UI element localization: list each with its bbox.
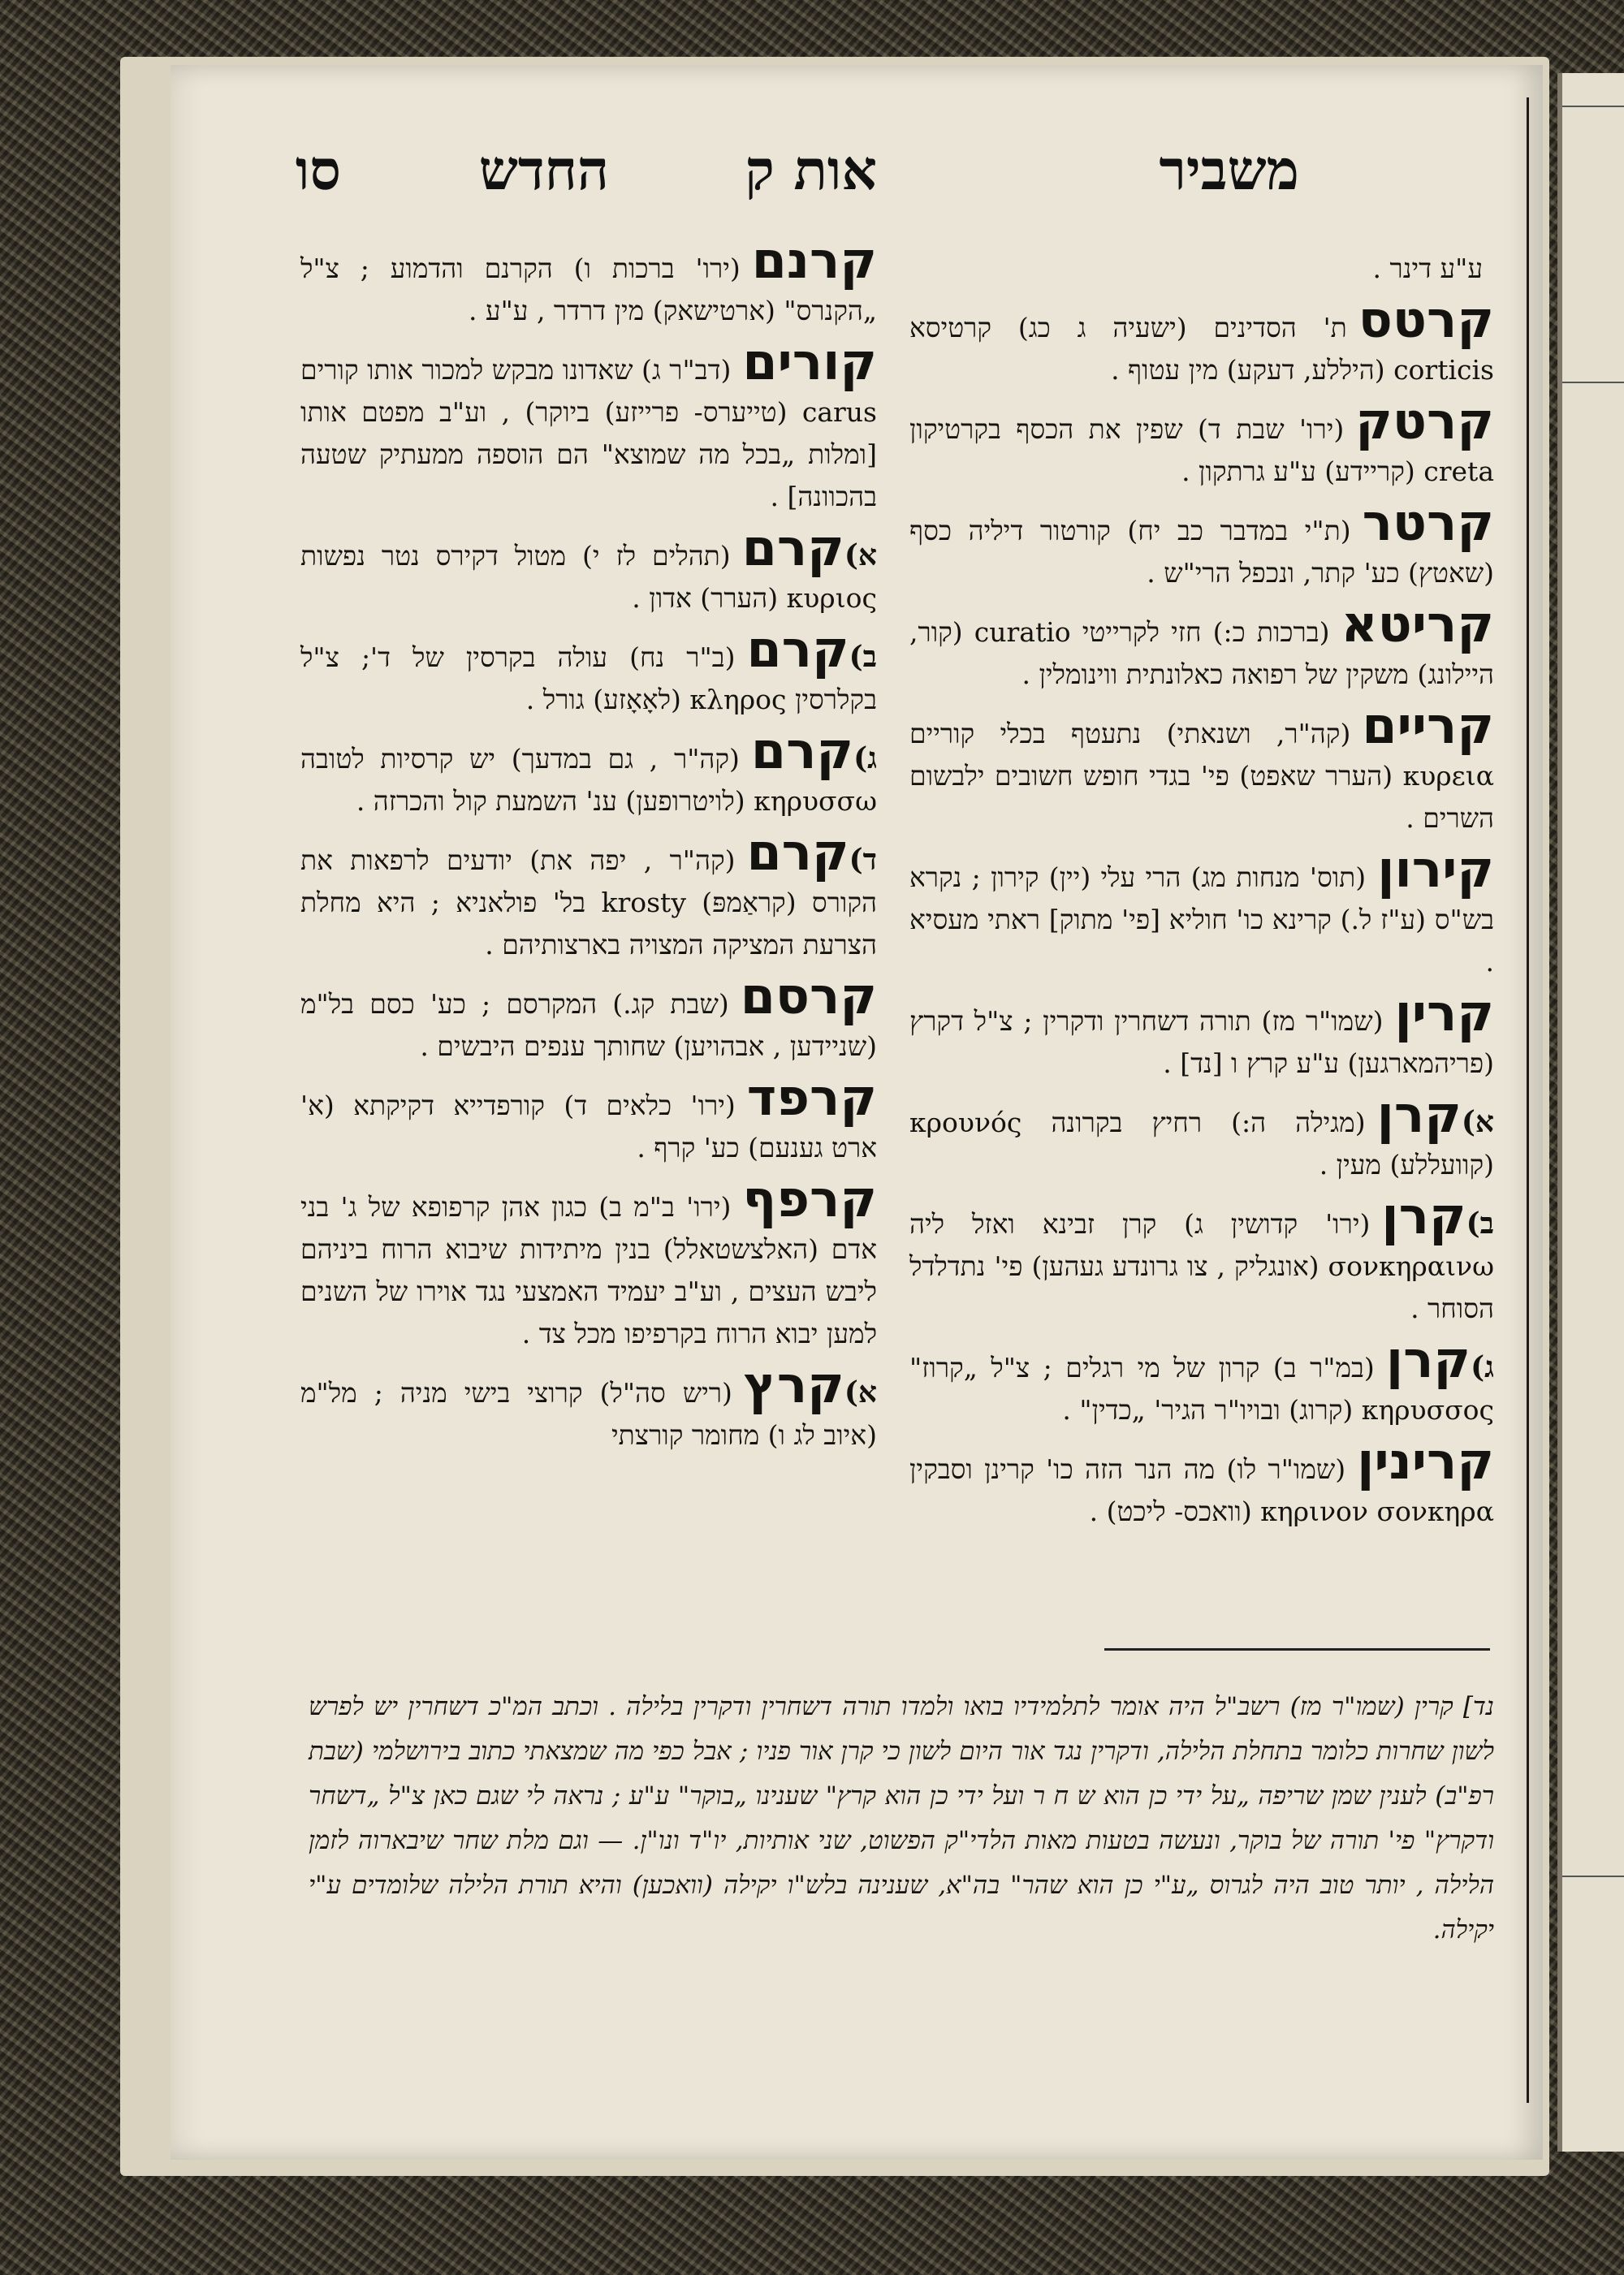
dictionary-entry [300, 518, 877, 619]
dictionary-entry [909, 1186, 1494, 1330]
entry-headword: קרם [741, 518, 844, 577]
dictionary-entry [909, 594, 1494, 696]
entry-definition: ת' הסדינים (ישעיה ג כג) קרטיסא corticis (היללע, דעקע) מין עטוף . [909, 312, 1494, 386]
entry-headword: קרפף [742, 1169, 877, 1228]
entry-definition: (ברכות כ:) חזי לקרייטי curatio (קור, היילונג) משקין של רפואה כאלונתית ווינומלין . [909, 616, 1494, 690]
entry-headword: קרם [746, 619, 849, 679]
entry-definition: (מגילה ה:) רחיץ בקרונה κρουνός (קוועללע) מעין . [909, 1107, 1494, 1181]
dictionary-entry [909, 983, 1494, 1085]
entry-definition: ע"ע דינר . [1372, 253, 1483, 284]
entry-definition: (ירו' שבת ד) שפין את הכסף בקרטיקון creta (קריידע) ע"ע גרתקון . [909, 413, 1494, 487]
dictionary-entry [300, 1068, 877, 1169]
dictionary-entry [909, 391, 1494, 493]
entry-definition: (קה"ר , יפה את) יודעים לרפאות את הקורס (קראַמפּ) krosty בל' פולאניא ; היא מחלת הצרעת המציקה המצויה בארצותיהם . [300, 844, 877, 961]
entry-definition: (קה"ר , גם במדעך) יש קרסיות לטובה κηρυσσω (לויטרופען) ענ' השמעת קול והכרזה . [300, 743, 877, 817]
left-column [300, 231, 877, 1461]
entry-definition: (קה"ר, ושנאתי) נתעטף בכלי קוריים κυρεια (הערר שאפט) פי' בגדי חופש חשובים ילבשום השרים . [909, 718, 1494, 834]
entry-headword: קרן [1385, 1330, 1471, 1389]
entry-headword: קירון [1377, 840, 1494, 899]
head-title-left: החדש [478, 138, 609, 203]
page-gutter-line [1527, 97, 1529, 2103]
dictionary-entry [909, 696, 1494, 840]
entry-number: ג) [1471, 1350, 1494, 1384]
entry-number: א) [1461, 1105, 1494, 1139]
entry-headword: קרן [1376, 1085, 1462, 1144]
entry-headword: קרטר [1362, 493, 1494, 552]
dictionary-entry [300, 332, 877, 518]
dictionary-entry [300, 231, 877, 332]
entry-headword: קרינין [1357, 1431, 1494, 1491]
entry-definition: (תהלים לז י) מטול דקירס נטר נפשות κυριος (הערר) אדון . [300, 540, 877, 614]
dictionary-entry [300, 619, 877, 721]
head-title-mid: אות ק [745, 138, 877, 203]
entry-headword: קרין [1394, 983, 1494, 1043]
facing-page-edge [1557, 73, 1624, 2152]
entry-definition: (ריש סה"ל) קרוצי בישי מניה ; מל"מ (איוב לג ו) מחומר קורצתי [300, 1377, 877, 1451]
entry-definition: (שמו"ר מז) תורה דשחרין ודקרין ; צ"ל דקרץ (פריהמארגען) ע"ע קרץ ו [נד] . [909, 1005, 1494, 1079]
right-column [909, 235, 1494, 1538]
entry-headword: קרפד [746, 1068, 877, 1127]
page-number: סו [295, 138, 341, 203]
entry-definition: (ירו' קדושין ג) קרן זבינא ואזל ליה σονκηραινω (אונגליק , צו גרונדע געהען) פי' נתדלדל הסוחר . [909, 1208, 1494, 1324]
dictionary-entry [909, 1330, 1494, 1431]
dictionary-entry [300, 721, 877, 822]
entry-definition: (במ"ר ב) קרון של מי רגלים ; צ"ל „קרוז" κηρυσσος (קרוג) ובויו"ר הגיר' „כדין" . [909, 1352, 1494, 1426]
entry-definition: (ב"ר נח) עולה בקרסין של ד'; צ"ל בקלרסין κληρος (לאָאָזע) גורל . [300, 641, 877, 715]
entry-definition: (ירו' ב"מ ב) כגון אהן קרפופא של ג' בני אדם (האלצשטאלל) בנין מיתידות שיבוא הרוח ביניהם ליבש העצים , וע"ב יעמיד האמצעי נגד אוירו של השנים למען יבוא הרוח בקרפיפו מכל צד . [300, 1191, 877, 1349]
dictionary-entry [909, 235, 1494, 290]
entry-headword: קרץ [743, 1355, 844, 1414]
dictionary-entry [909, 493, 1494, 594]
entry-definition: (ירו' ברכות ו) הקרנם והדמוע ; צ"ל „הקנרס" (ארטישאק) מין דרדר , ע"ע . [300, 253, 877, 326]
dictionary-entry [909, 1431, 1494, 1533]
dictionary-entry [909, 840, 1494, 983]
entry-definition: (תוס' מנחות מג) הרי עלי (יין) קירון ; נקרא בש"ס (ע"ז ל.) קרינא כו' חוליא [פי' מתוק] ראתי מעסיא . [909, 861, 1494, 978]
entry-headword: קרם [746, 822, 849, 882]
entry-headword: קרן [1381, 1186, 1466, 1245]
running-head [268, 138, 1299, 227]
entry-number: ב) [849, 640, 877, 674]
entry-number: א) [844, 1375, 877, 1409]
entry-number: ד) [849, 843, 877, 877]
entry-number: א) [844, 538, 877, 572]
footnote-rule [1104, 1648, 1490, 1651]
entry-number: ב) [1466, 1207, 1494, 1241]
dictionary-entry [909, 1085, 1494, 1186]
dictionary-entry [300, 966, 877, 1068]
entry-headword: קרם [750, 721, 854, 780]
entry-headword: קריטא [1341, 594, 1494, 654]
entry-headword: קרטס [1358, 290, 1494, 349]
entry-definition: (דב"ר ג) שאדונו מבקש למכור אותו קורים carus (טייערס- פרייזע) ביוקר) , וע"ב מפטם אותו [ומלות „בכל מה שמוצא" הם הוספה ממעתיק שטעה בהכוונה] . [300, 354, 877, 512]
dictionary-entry [909, 290, 1494, 391]
head-title-right: משביר [1159, 138, 1299, 203]
dictionary-entry [300, 1355, 877, 1457]
entry-headword: קריים [1362, 696, 1494, 755]
footnote: נד] קרין (שמו"ר מז) רשב"ל היה אומר לתלמידיו בואו ולמדו תורה דשחרין ודקרין בלילה . וכתב המ"כ דשחרין יש לפרש לשון שחרות כלומר בתחלת הלילה, ודקרין נגד אור היום לשון כי קרן אור פניו ; אבל כפי מה שמצאתי כתוב בירושלמי (שבת רפ"ב) לענין שמן שריפה „על ידי כן הוא ש ח ר ועל ידי כן הוא קרץ" שענינו „בוקר" ע"ע ; נראה לי שגם כאן צ"ל „דשחר ודקרץ" פי' תורה של בוקר, ונעשה בטעות מאות הלדי"ק הפשוט, שני אותיות, יו"ד ונו"ן. — וגם מלת שחר שיבארוה לזמן הלילה , יותר טוב היה לגרוס „ע"י כן הוא שהר" בה"א, שענינה בלש"ו יקילה (וואכען) והיא תורת הלילה שלומדים ע"י יקילה. [309, 1692, 1494, 1945]
entry-headword: קורים [742, 332, 877, 391]
entry-definition: (שמו"ר לו) מה הנר הזה כו' קרינן וסבקין κηρινον σονκηρα (וואכס- ליכט) . [909, 1453, 1494, 1527]
entry-definition: (ת"י במדבר כב יח) קורטור דיליה כסף (שאטץ) כע' קתר, ונכפל הרי"ש . [909, 515, 1494, 589]
entry-headword: קרטק [1355, 391, 1494, 451]
dictionary-entry [300, 1169, 877, 1355]
entry-definition: (שבת קג.) המקרסם ; כע' כסם בל"מ (שניידען , אבהויען) שחותך ענפים היבשים . [300, 988, 877, 1062]
entry-headword: קרנם [751, 231, 877, 290]
entry-headword: קרסם [740, 966, 877, 1025]
entry-number: ג) [853, 741, 877, 775]
entry-definition: (ירו' כלאים ד) קורפדייא דקיקתא (א' ארט גענעם) כע' קרף . [300, 1090, 877, 1163]
dictionary-entry [300, 822, 877, 966]
